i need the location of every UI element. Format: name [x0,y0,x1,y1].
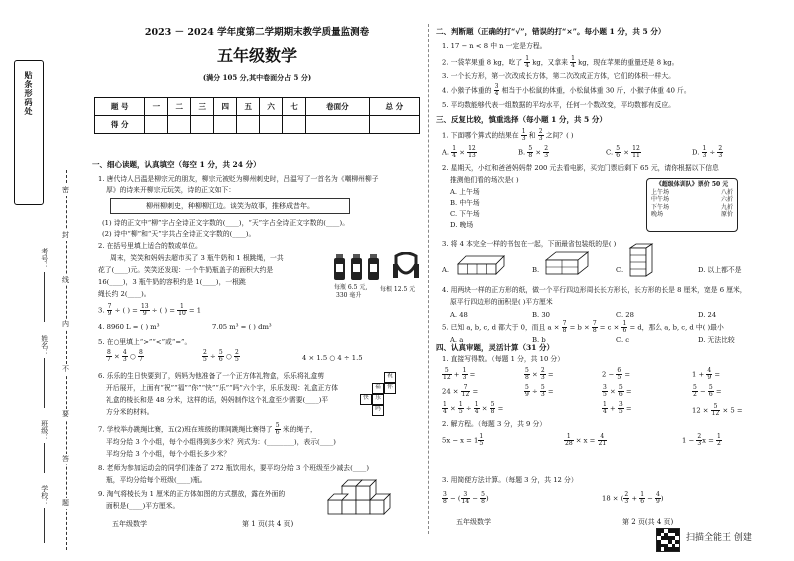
q5-title: 5. 在○里填上“>”“<”或“=”。 [98,338,192,346]
q2-line-d: 绳长约 2(____)。 [98,290,151,298]
ticket-session: 中午场 [651,196,670,203]
q6-line-b: 开后展开，上面有“祝”“福”“你”“快”“乐”“吗”六个字，乐乐发现：礼盒正方体 [106,384,339,392]
seal-char: 要 [62,409,69,418]
q9-line-a: 9. 淘气将棱长为 1 厘米的正方体如图的方式摆放，露在外面的 [98,490,286,498]
simplify-item: 18 × ( $\frac{2}{3}$ + $\frac{1}{6}$ − $\frac{4}{9}$ ) [602,491,664,505]
barcode-box [14,60,44,205]
field-school: 学校： [40,485,49,506]
calc-1-item: $\frac{5}{2}$ − $\frac{5}{6}$ = [693,384,722,398]
score-header-cell: 二 [168,98,191,116]
milk-price: 每瓶 6.5 元, [334,284,368,291]
simplify-item: $\frac{3}{8}$ − ( $\frac{3}{14}$ − $\frac{5}{8}$ ) [443,491,489,505]
score-cell[interactable] [145,116,168,134]
calc-1-item: $\frac{1}{4}$ × $\frac{1}{5}$ ÷ $\frac{1}{4}$ × $\frac{5}{8}$ = [443,401,504,415]
ticket-discount: 九折 [720,203,733,211]
seal-char: 线 [62,275,69,284]
net-cell: 你 [384,383,396,394]
calc-1-item: 24 × $\frac{7}{12}$ = [442,384,479,398]
choice-2-line-a: 2. 星期天，小红和爸爸妈妈带 200 元去看电影，买完门票后剩下 65 元，请你根据以下信息 [442,164,719,172]
choice-1-b[interactable]: B. $\frac{5}{8}$ × $\frac{2}{3}$ [518,145,549,159]
q5-a: $\frac{8}{7}$ × $\frac{4}{3}$ ○ $\frac{8}{7}$ [107,349,143,363]
choice-3-c[interactable]: C. [616,266,624,274]
field-class: 班级： [40,420,49,441]
section-4-title: 四、认真审题，灵活计算（31 分） [436,343,555,352]
choice-1-c[interactable]: C. $\frac{5}{6}$ × $\frac{12}{11}$ [606,145,640,159]
ticket-row [651,189,733,197]
choice-5: 5. 已知 a, b, c, d 都大于 0，而且 a × $\frac{7}{8}$ = b × $\frac{7}{8}$ = c × $\frac{1}{6}$ = d，那么 a, b, c, d 中( )最小 [442,320,724,334]
choice-3: 3. 将 4 本完全一样的书包在一起，下面最省包装纸的是( ) [442,240,617,248]
score-header-cell: 三 [191,98,214,116]
page-divider [428,24,429,534]
judge-4: 4. 小猴子体重的 $\frac{3}{4}$ 相当于小松鼠的体重，小松鼠体重 30 斤，小猴子体重 40 斤。 [442,83,691,97]
choice-4-line-b: 原平行四边形的面积是( )平方厘米 [450,298,553,306]
stacked-cubes-icon [324,478,398,518]
book-stack-a-icon [456,252,506,276]
q8-line-a: 8. 老师为参加运动会的同学们准备了 272 瓶饮用水，要平均分给 3 个班级至少减去(____) [98,464,369,472]
ticket-info-title: 《超级体训队》票价 50 元 [655,181,729,188]
choice-5-a[interactable]: A. a [450,336,464,344]
scanner-watermark: 扫描全能王 创建 [686,533,752,543]
choice-3-d[interactable]: D. 以上都不是 [698,266,742,274]
score-header-cell: 七 [283,98,306,116]
q1-line-d: (2) 诗中“柳”和“天”字共占全诗正文字数的(____)。 [102,230,256,238]
ticket-row [651,196,733,204]
book-stack-b-icon [544,250,590,276]
score-header-cell: 题 号 [95,98,145,116]
q3: 3. $\frac{7}{9}$ ÷ ( ) = $\frac{13}{9}$ ÷ ( ) = $\frac{1}{10}$ = 1 [98,303,202,317]
q1-line-c: (1) 诗的正文中“柳”字占全诗正文字数的(____)，“天”字占全诗正文字数的(____)。 [102,219,349,227]
choice-4-d[interactable]: D. 24 [698,311,717,319]
ticket-discount: 八折 [720,188,733,196]
calc-1-item: $\frac{5}{9}$ ÷ $\frac{5}{3}$ = [525,384,554,398]
field-class-line[interactable] [44,443,45,473]
net-cell: 福 [372,383,384,394]
equation-item: $\frac{1}{28}$ × x = $\frac{4}{21}$ [565,433,607,447]
score-cell[interactable] [260,116,283,134]
section-2-title: 二、判断题（正确的打“√”，错误的打“×”。每小题 1 分，共 5 分） [436,27,666,36]
ticket-row [651,211,733,219]
choice-5-d[interactable]: D. 无法比较 [698,336,735,344]
score-row-label: 得 分 [95,116,145,134]
choice-2-d[interactable]: D. 晚场 [450,221,474,229]
net-cell: 祝 [384,372,396,383]
q2-line-b: 花了(____)元。笑笑还发现：一个牛奶瓶盖子的面积大约是 [98,266,274,274]
score-header-cell: 卷面分 [306,98,370,116]
score-header-cell: 六 [260,98,283,116]
calc-1-item: $\frac{5}{8}$ × $\frac{2}{3}$ = [525,367,554,381]
q4-a: 4. 8960 L = ( ) m³ [98,323,160,331]
choice-3-b[interactable]: B. [532,266,540,274]
q1-line-a: 1. 唐代诗人吕温是柳宗元的朋友，柳宗元被贬为柳州刺史时，吕温写了一首名为《嘲柳州柳子 [98,175,379,183]
score-header-cell: 总 分 [369,98,419,116]
q6-line-d: 方分米的材料。 [106,408,154,416]
binding-strip [0,0,92,561]
milk-bottles-icon [330,250,386,284]
seal-char: 封 [62,230,69,239]
poem-box: 柳州柳刺史，种柳柳江边。谈笑为故事，推移成昔年。 [110,198,350,214]
score-cell[interactable] [214,116,237,134]
choice-2-line-b: 推测他们看的场次是( ) [450,176,519,184]
judge-5: 5. 平均数能够代表一组数据的平均水平，任何一个数改变，平均数都有反应。 [442,101,675,109]
seal-chars [62,185,69,509]
score-table-header [95,98,420,116]
choice-4-line-a: 4. 用两块一样的正方形的纸，做一个平行四边形周长长方形长，长方形的长是 8 厘米，宽是 6 厘米， [442,286,747,294]
score-cell[interactable] [191,116,214,134]
q8-line-b: 瓶，平均分给每个班级(____)瓶。 [106,476,207,484]
score-cell[interactable] [306,116,370,134]
score-table [94,97,420,134]
calc-3-title: 3. 用简便方法计算。（每题 3 分，共 12 分） [442,476,578,484]
section-3-title: 三、反复比较，慎重选择（每小题 1 分，共 5 分） [436,115,607,124]
ticket-row [651,204,733,212]
ticket-discount: 原价 [720,211,733,218]
ticket-discount: 六折 [720,196,733,203]
seal-char: 答 [62,454,69,463]
ticket-session: 下午场 [651,203,670,211]
score-cell[interactable] [237,116,260,134]
q2-line-c: 16(____)，3 瓶牛奶的容积约是 1(____)，一根跳 [98,278,246,286]
q7-line-b: 平均分给 3 个小组，每个小组得到多少米？列式为：(________)，表示(____) [106,438,336,446]
book-stack-c-icon [628,242,654,278]
score-header-cell: 四 [214,98,237,116]
judge-3: 3. 一个长方形，第一次改成长方体，第二次改成正方体，它们的体积一样大。 [442,72,675,80]
net-cell: 吗 [372,405,384,416]
equation-item: 1 − $\frac{2}{3}$ x = $\frac{1}{2}$ [682,433,721,447]
seal-char: 内 [62,320,69,329]
q2-title: 2. 在括号里填上适合的数或单位。 [98,242,202,250]
barcode-label: 贴条形码处 [24,71,34,116]
q7-line-c: 平均分给 3 个小组，每个小组长多少米？ [106,450,231,458]
calc-1-item: $\frac{3}{5}$ × $\frac{5}{6}$ = [603,384,632,398]
score-header-cell: 一 [145,98,168,116]
choice-5-c[interactable]: C. c [616,336,630,344]
footer-right-subject: 五年级数学 [456,518,491,526]
choice-2-c[interactable]: C. 下午场 [450,210,480,218]
choice-5-b[interactable]: B. b [532,336,546,344]
q5-b: $\frac{2}{5}$ ÷ $\frac{5}{6}$ ○ $\frac{2}{5}$ [203,349,239,363]
seal-char: 题 [62,499,69,508]
judge-1: 1. 17 − n < 8 中 n 一定是方程。 [442,42,547,50]
q9-line-b: 面积是(____)平方厘米。 [106,502,180,510]
choice-1: 1. 下面哪个算式的结果在 $\frac{1}{3}$ 和 $\frac{2}{3}$ 之间？( ) [442,128,574,142]
seal-char: 不 [62,365,69,373]
score-cell[interactable] [369,116,419,134]
exam-note: (满分 105 分,其中卷面分占 5 分) [202,73,312,82]
qr-code-icon [656,528,680,552]
section-1-title: 一、细心读题，认真填空（每空 1 分，共 24 分） [92,160,261,169]
choice-4-c[interactable]: C. 28 [616,311,634,319]
q7-line-a: 7. 学校举办跳绳比赛，五(2)班在班级的课间跳绳比赛得了 $\frac{5}{6}$ 米的绳子， [98,422,317,436]
q2-line-a: 周末，笑笑和妈妈去超市买了 3 瓶牛奶和 1 根跳绳，一共 [110,254,284,262]
score-cell[interactable] [283,116,306,134]
score-header-cell: 五 [237,98,260,116]
field-name-line[interactable] [44,358,45,408]
ticket-session: 晚场 [651,211,664,218]
calc-1-title: 1. 直接写得数。（每题 1 分，共 10 分） [442,355,565,363]
net-cell: 乐 [372,394,384,405]
exam-subject: 五年级数学 [216,46,297,65]
footer-right-page: 第 2 页(共 4 页) [622,518,674,526]
choice-2-b[interactable]: B. 中午场 [450,199,480,207]
choice-4-b[interactable]: B. 30 [532,311,550,319]
equation-item: 5x − x = 1 $\frac{1}{5}$ [442,433,484,447]
choice-1-d[interactable]: D. $\frac{1}{3}$ ÷ $\frac{2}{3}$ [692,145,723,159]
field-school-line[interactable] [44,508,45,543]
page-right [436,0,786,561]
field-exam-no: 考号： [40,248,49,269]
choice-4-a[interactable]: A. 48 [450,311,468,319]
field-exam-no-line[interactable] [44,272,45,322]
q1-line-b: 厚》的诗来开柳宗元玩笑，诗的正文如下： [106,186,236,194]
judge-2: 2. 一袋苹果重 8 kg，吃了 $\frac{1}{4}$ kg，又拿来 $\frac{1}{4}$ kg，现在苹果的重量还是 8 kg。 [442,55,679,69]
field-name: 姓名： [40,335,49,356]
calc-2-title: 2. 解方程。（每题 3 分，共 9 分） [442,420,547,428]
jump-rope-icon [390,252,422,284]
ticket-session: 上午场 [651,188,670,196]
calc-1-item: 12 × $\frac{5}{12}$ × 5 = [692,403,743,417]
rope-price: 每根 12.5 元 [380,286,416,293]
ticket-info-box [646,178,738,232]
calc-1-item: $\frac{5}{12}$ + $\frac{1}{3}$ = [443,367,476,381]
score-table-row [95,116,420,134]
choice-1-a[interactable]: A. $\frac{1}{4}$ × $\frac{12}{13}$ [442,145,476,159]
calc-1-item: 1 + $\frac{4}{9}$ = [692,367,721,381]
q6-line-c: 礼盒的棱长和是 48 分米，这样的话，妈妈制作这个礼盒至少需要(____)平 [106,396,329,404]
q6-line-a: 6. 乐乐的生日快要到了，妈妈为他准备了一个正方体礼物盒，乐乐将礼盒剪 [98,372,325,380]
q5-c: 4 × 1.5 ○ 4 ÷ 1.5 [302,354,363,362]
exam-title: 2023 － 2024 学年度第二学期期末教学质量监测卷 [144,27,370,38]
cube-net [360,372,408,416]
choice-3-a[interactable]: A. [442,266,450,274]
milk-volume: 330 毫升 [336,292,362,299]
page-left [92,0,422,561]
net-cell: 快 [360,394,372,405]
q4-b: 7.05 m³ = ( ) dm³ [212,323,272,331]
footer-left-page: 第 1 页(共 4 页) [242,520,294,528]
footer-left-subject: 五年级数学 [112,520,147,528]
seal-char: 密 [62,186,69,194]
choice-2-a[interactable]: A. 上午场 [450,188,480,196]
calc-1-item: 2 − $\frac{6}{5}$ = [602,367,631,381]
score-cell[interactable] [168,116,191,134]
calc-1-item: $\frac{1}{4}$ + $\frac{3}{5}$ = [603,401,632,415]
